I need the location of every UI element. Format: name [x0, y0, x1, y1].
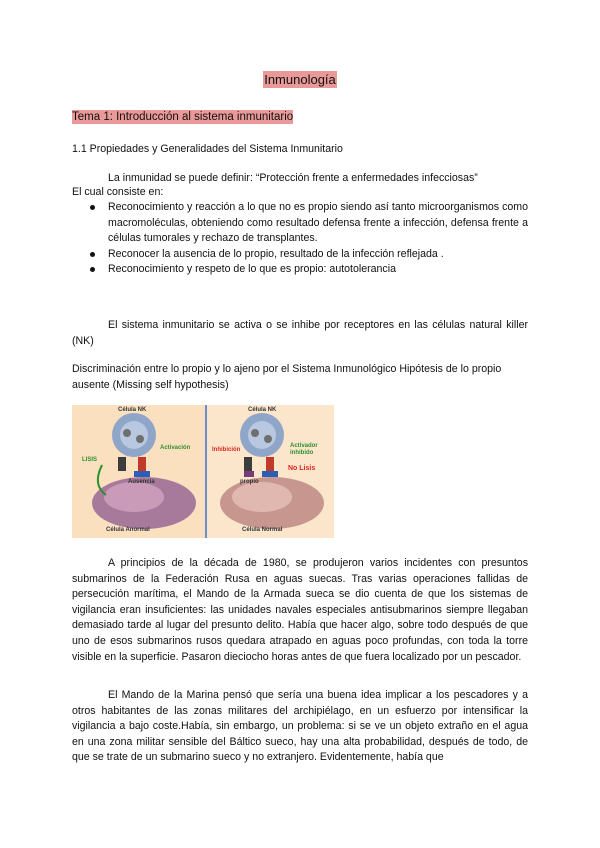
nk-cell-figure [72, 405, 334, 538]
definition-text: La inmunidad se puede definir: “Protección frente a enfermedades infecciosas” [108, 172, 478, 184]
figure-label: Ausencia [128, 479, 155, 485]
properties-list [72, 200, 528, 278]
figure-label: Célula NK [118, 407, 147, 413]
nk-paragraph: El sistema inmunitario se activa o se inhibe por receptores en las células natural killer (NK) [72, 319, 528, 347]
list-item: Reconocer la ausencia de lo propio, resultado de la infección reflejada . [72, 247, 528, 263]
topic-heading [72, 110, 293, 126]
figure-label: Célula Normal [242, 527, 283, 533]
body-paragraph: A principios de la década de 1980, se produjeron varios incidentes con presuntos submarinos de la Federación Rusa en aguas suecas. Tras varias operaciones fallidas de persecución marítima, el Mando de la Armada sueca se dio cuenta de que los sistemas de vigilancia eran insuficientes: las unidades navales especiales antisubmarinos siempre llegaban demasiado tarde al lugar del presunto delito. Había que hacer algo, sobre todo después de que uno de esos submarinos rusos quedara atrapado en aguas poco profundas, con toda la torre visible en la superficie. Pasaron dieciocho horas antes de que fuera localizado por un pescador. [72, 557, 528, 663]
missing-self-paragraph: Discriminación entre lo propio y lo ajeno por el Sistema Inmunológico Hipótesis de lo propio ausente (Missing self hypothesis) [72, 363, 502, 391]
figure-label: Activación [160, 445, 191, 451]
figure-divider [205, 405, 207, 538]
figure-label: Célula Anormal [106, 527, 150, 533]
document-title [72, 72, 528, 90]
figure-label: No Lisis [288, 465, 316, 472]
figure-label: inhibido [290, 450, 314, 456]
figure-label: Inhibición [212, 447, 241, 453]
consists-text: El cual consiste en: [72, 186, 164, 198]
section-heading: 1.1 Propiedades y Generalidades del Sistema Inmunitario [72, 143, 343, 155]
figure-label: Activador [290, 443, 318, 449]
body-paragraph: El Mando de la Marina pensó que sería una buena idea implicar a los pescadores y a otros habitantes de las zonas militares del archipiélago, en un esfuerzo por intensificar la vigilancia a bajo coste.Había, sin embargo, un problema: si se ve un objeto extraño en el agua en una zona militar sensible del Báltico sueco, hay una alta probabilidad, después de todo, de que se trate de un submarino sueco y no extranjero. Evidentemente, había que [72, 689, 528, 764]
list-item: Reconocimiento y respeto de lo que es propio: autotolerancia [72, 262, 528, 278]
list-item: Reconocimiento y reacción a lo que no es propio siendo así tanto microorganismos como macromoléculas, obteniendo como resultado defensa frente a infección, defensa frente a células tumorales y rechazo de transplantes. [72, 200, 528, 247]
topic-heading-text: Tema 1: Introducción al sistema inmunitario [72, 111, 294, 123]
figure-label: LISIS [82, 457, 98, 463]
figure-label: Célula NK [248, 407, 277, 413]
figure-label: propio [240, 479, 259, 485]
document-title-text: Inmunología [264, 72, 336, 87]
